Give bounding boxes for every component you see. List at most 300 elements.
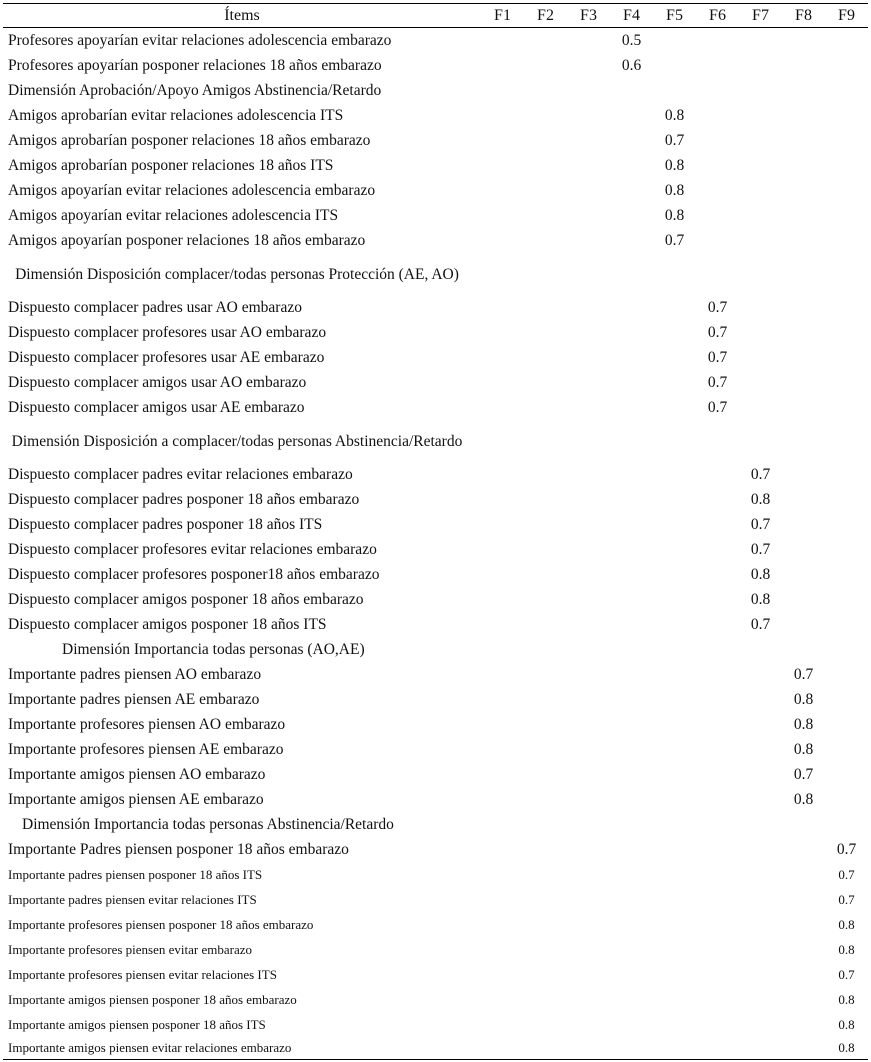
loading-f3 bbox=[567, 103, 610, 128]
loading-f8: 0.7 bbox=[793, 765, 814, 783]
loading-f8 bbox=[782, 912, 825, 937]
table-row bbox=[3, 512, 868, 537]
loading-f6: 0.7 bbox=[707, 298, 728, 316]
item-label: Dispuesto complacer amigos posponer 18 años ITS bbox=[8, 615, 327, 633]
loading-f8 bbox=[782, 937, 825, 962]
loading-f3 bbox=[567, 1037, 610, 1060]
loading-f5 bbox=[653, 28, 696, 54]
loading-f9 bbox=[825, 253, 868, 295]
loading-f8 bbox=[782, 537, 825, 562]
table-row bbox=[3, 295, 868, 320]
table-row bbox=[3, 887, 868, 912]
table-row bbox=[3, 737, 868, 762]
loading-f5 bbox=[653, 1037, 696, 1060]
loading-f5 bbox=[653, 537, 696, 562]
loading-f2 bbox=[524, 962, 567, 987]
loading-f6 bbox=[696, 737, 739, 762]
column-header-f9: F9 bbox=[825, 4, 868, 28]
dimension-label: Dimensión Aprobación/Apoyo Amigos Abstinencia/Retardo bbox=[8, 82, 382, 99]
loading-f9 bbox=[825, 737, 868, 762]
loading-f3 bbox=[567, 512, 610, 537]
loading-f1 bbox=[481, 537, 524, 562]
loading-f6: 0.7 bbox=[707, 373, 728, 391]
loading-f9 bbox=[825, 612, 868, 637]
loading-f7 bbox=[739, 787, 782, 812]
loading-f3 bbox=[567, 937, 610, 962]
loading-f2 bbox=[524, 228, 567, 253]
table-row bbox=[3, 320, 868, 345]
loading-f1 bbox=[481, 78, 524, 103]
table-row bbox=[3, 153, 868, 178]
loading-f6 bbox=[696, 512, 739, 537]
dimension-header-row bbox=[3, 420, 868, 462]
loading-f6 bbox=[696, 178, 739, 203]
loading-f7 bbox=[739, 228, 782, 253]
loading-f4 bbox=[610, 153, 653, 178]
item-label: Importante Padres piensen posponer 18 años embarazo bbox=[8, 840, 349, 858]
loading-f5: 0.8 bbox=[664, 106, 685, 124]
loading-f7 bbox=[739, 812, 782, 837]
loading-f6 bbox=[696, 787, 739, 812]
loading-f6 bbox=[696, 662, 739, 687]
loading-f9: 0.8 bbox=[838, 991, 855, 1007]
table-row bbox=[3, 787, 868, 812]
loading-f1 bbox=[481, 962, 524, 987]
table-row bbox=[3, 837, 868, 862]
loading-f8 bbox=[782, 78, 825, 103]
loading-f3 bbox=[567, 345, 610, 370]
loading-f9 bbox=[825, 320, 868, 345]
loading-f8 bbox=[782, 103, 825, 128]
item-label: Amigos aprobarían posponer relaciones 18 años embarazo bbox=[8, 131, 371, 149]
loading-f4 bbox=[610, 762, 653, 787]
loading-f6 bbox=[696, 587, 739, 612]
item-label: Importante profesores piensen evitar embarazo bbox=[8, 941, 253, 957]
loading-f8 bbox=[782, 887, 825, 912]
item-label: Profesores apoyarían posponer relaciones 18 años embarazo bbox=[8, 56, 382, 74]
loading-f6 bbox=[696, 887, 739, 912]
dimension-header-row bbox=[3, 78, 868, 103]
table-row bbox=[3, 228, 868, 253]
loading-f2 bbox=[524, 203, 567, 228]
loading-f4 bbox=[610, 1037, 653, 1060]
loading-f5 bbox=[653, 912, 696, 937]
loading-f7 bbox=[739, 253, 782, 295]
loading-f2 bbox=[524, 320, 567, 345]
table-row bbox=[3, 712, 868, 737]
loading-f5: 0.8 bbox=[664, 206, 685, 224]
loading-f4 bbox=[610, 562, 653, 587]
loading-f5 bbox=[653, 862, 696, 887]
loading-f9 bbox=[825, 787, 868, 812]
loading-f5 bbox=[653, 395, 696, 420]
loading-f7: 0.7 bbox=[750, 540, 771, 558]
loading-f5 bbox=[653, 1012, 696, 1037]
loading-f6 bbox=[696, 812, 739, 837]
loading-f3 bbox=[567, 178, 610, 203]
loading-f2 bbox=[524, 587, 567, 612]
loading-f3 bbox=[567, 228, 610, 253]
loading-f8 bbox=[782, 1012, 825, 1037]
loading-f3 bbox=[567, 887, 610, 912]
table-row bbox=[3, 762, 868, 787]
loading-f3 bbox=[567, 78, 610, 103]
loading-f4 bbox=[610, 862, 653, 887]
loading-f7 bbox=[739, 203, 782, 228]
loading-f3 bbox=[567, 737, 610, 762]
loading-f9 bbox=[825, 28, 868, 54]
loading-f6 bbox=[696, 203, 739, 228]
loading-f5 bbox=[653, 320, 696, 345]
header-row bbox=[3, 4, 868, 28]
item-label: Amigos apoyarían posponer relaciones 18 años embarazo bbox=[8, 231, 366, 249]
loading-f4 bbox=[610, 320, 653, 345]
loading-f5 bbox=[653, 837, 696, 862]
loading-f2 bbox=[524, 512, 567, 537]
loading-f7 bbox=[739, 103, 782, 128]
loading-f3 bbox=[567, 395, 610, 420]
loading-f1 bbox=[481, 153, 524, 178]
loading-f6 bbox=[696, 53, 739, 78]
loading-f5 bbox=[653, 462, 696, 487]
loading-f2 bbox=[524, 28, 567, 54]
loading-f6 bbox=[696, 762, 739, 787]
loading-f7 bbox=[739, 712, 782, 737]
loading-f5 bbox=[653, 253, 696, 295]
loading-f1 bbox=[481, 395, 524, 420]
loading-f9 bbox=[825, 762, 868, 787]
loading-f3 bbox=[567, 28, 610, 54]
loading-f6 bbox=[696, 537, 739, 562]
table-row bbox=[3, 537, 868, 562]
loading-f8 bbox=[782, 612, 825, 637]
loading-f3 bbox=[567, 862, 610, 887]
loading-f1 bbox=[481, 887, 524, 912]
table-row bbox=[3, 103, 868, 128]
loading-f8 bbox=[782, 512, 825, 537]
loading-f4 bbox=[610, 512, 653, 537]
table-row bbox=[3, 462, 868, 487]
loading-f7 bbox=[739, 637, 782, 662]
loading-f2 bbox=[524, 370, 567, 395]
loading-f2 bbox=[524, 345, 567, 370]
column-header-f8: F8 bbox=[782, 4, 825, 28]
loading-f4 bbox=[610, 295, 653, 320]
loading-f5 bbox=[653, 812, 696, 837]
loading-f9 bbox=[825, 587, 868, 612]
loading-f9: 0.7 bbox=[838, 866, 855, 882]
loading-f6 bbox=[696, 78, 739, 103]
loading-f8 bbox=[782, 837, 825, 862]
loading-f9 bbox=[825, 103, 868, 128]
loading-f2 bbox=[524, 53, 567, 78]
item-label: Dispuesto complacer profesores usar AO embarazo bbox=[8, 323, 327, 341]
loading-f7 bbox=[739, 762, 782, 787]
loading-f3 bbox=[567, 537, 610, 562]
loading-f7: 0.8 bbox=[750, 590, 771, 608]
loading-f5 bbox=[653, 612, 696, 637]
loading-f6 bbox=[696, 912, 739, 937]
loading-f1 bbox=[481, 912, 524, 937]
loading-f5 bbox=[653, 737, 696, 762]
table-row bbox=[3, 562, 868, 587]
loading-f9 bbox=[825, 462, 868, 487]
loading-f7 bbox=[739, 937, 782, 962]
loading-f5 bbox=[653, 295, 696, 320]
loading-f1 bbox=[481, 762, 524, 787]
loading-f4 bbox=[610, 103, 653, 128]
loading-f8 bbox=[782, 53, 825, 78]
item-label: Dispuesto complacer padres posponer 18 años ITS bbox=[8, 515, 323, 533]
loading-f2 bbox=[524, 295, 567, 320]
loading-f4 bbox=[610, 537, 653, 562]
loading-f2 bbox=[524, 487, 567, 512]
loading-f9 bbox=[825, 295, 868, 320]
loading-f1 bbox=[481, 812, 524, 837]
loading-f3 bbox=[567, 962, 610, 987]
table-row bbox=[3, 1012, 868, 1037]
loading-f6 bbox=[696, 687, 739, 712]
loading-f2 bbox=[524, 395, 567, 420]
loading-f4 bbox=[610, 462, 653, 487]
loading-f1 bbox=[481, 1037, 524, 1060]
loading-f8: 0.8 bbox=[793, 740, 814, 758]
loading-f5 bbox=[653, 487, 696, 512]
loading-f4 bbox=[610, 912, 653, 937]
loading-f6 bbox=[696, 837, 739, 862]
loading-f7: 0.7 bbox=[750, 615, 771, 633]
loading-f5 bbox=[653, 762, 696, 787]
item-label: Amigos apoyarían evitar relaciones adolescencia ITS bbox=[8, 206, 339, 224]
loading-f1 bbox=[481, 178, 524, 203]
loading-f1 bbox=[481, 420, 524, 462]
loading-f8 bbox=[782, 395, 825, 420]
item-label: Importante padres piensen posponer 18 años ITS bbox=[8, 866, 263, 882]
loading-f6 bbox=[696, 420, 739, 462]
item-label: Importante padres piensen AE embarazo bbox=[8, 690, 260, 708]
loading-f2 bbox=[524, 1012, 567, 1037]
loading-f1 bbox=[481, 687, 524, 712]
loading-f9: 0.8 bbox=[838, 916, 855, 932]
loading-f9: 0.8 bbox=[838, 941, 855, 957]
loading-f4 bbox=[610, 78, 653, 103]
loading-f9 bbox=[825, 395, 868, 420]
loading-f8 bbox=[782, 345, 825, 370]
loading-f6 bbox=[696, 987, 739, 1012]
loading-f1 bbox=[481, 587, 524, 612]
loading-f4 bbox=[610, 203, 653, 228]
loading-f3 bbox=[567, 612, 610, 637]
loading-f7 bbox=[739, 737, 782, 762]
loading-f1 bbox=[481, 295, 524, 320]
loading-f1 bbox=[481, 712, 524, 737]
loading-f9 bbox=[825, 812, 868, 837]
dimension-label: Dimensión Importancia todas personas (AO,AE) bbox=[62, 641, 365, 658]
loading-f7 bbox=[739, 370, 782, 395]
loading-f4 bbox=[610, 612, 653, 637]
loading-f6: 0.7 bbox=[707, 398, 728, 416]
table-body bbox=[3, 28, 868, 1060]
loading-f8 bbox=[782, 28, 825, 54]
loading-f1 bbox=[481, 512, 524, 537]
loading-f7 bbox=[739, 662, 782, 687]
item-label: Dispuesto complacer profesores evitar relaciones embarazo bbox=[8, 540, 377, 558]
loading-f4 bbox=[610, 178, 653, 203]
loading-f1 bbox=[481, 320, 524, 345]
loading-f8 bbox=[782, 637, 825, 662]
loading-f8 bbox=[782, 420, 825, 462]
loading-f9 bbox=[825, 687, 868, 712]
loading-f9 bbox=[825, 153, 868, 178]
loading-f2 bbox=[524, 253, 567, 295]
loading-f5: 0.8 bbox=[664, 156, 685, 174]
loading-f1 bbox=[481, 345, 524, 370]
loading-f5 bbox=[653, 420, 696, 462]
loading-f3 bbox=[567, 837, 610, 862]
loading-f8 bbox=[782, 203, 825, 228]
loading-f8 bbox=[782, 128, 825, 153]
loading-f8 bbox=[782, 962, 825, 987]
loading-f2 bbox=[524, 912, 567, 937]
loading-f5: 0.8 bbox=[664, 181, 685, 199]
table-row bbox=[3, 487, 868, 512]
column-header-f4: F4 bbox=[610, 4, 653, 28]
loading-f6 bbox=[696, 712, 739, 737]
loading-f7 bbox=[739, 320, 782, 345]
dimension-label: Dimensión Importancia todas personas Abstinencia/Retardo bbox=[22, 816, 394, 833]
table-row bbox=[3, 178, 868, 203]
loading-f1 bbox=[481, 370, 524, 395]
loading-f7 bbox=[739, 887, 782, 912]
loading-f9 bbox=[825, 78, 868, 103]
table-row bbox=[3, 28, 868, 54]
loading-f3 bbox=[567, 787, 610, 812]
loading-f8 bbox=[782, 370, 825, 395]
item-label: Dispuesto complacer padres posponer 18 años embarazo bbox=[8, 490, 360, 508]
loading-f4 bbox=[610, 687, 653, 712]
loading-f3 bbox=[567, 320, 610, 345]
loading-f8 bbox=[782, 862, 825, 887]
loading-f4: 0.6 bbox=[621, 56, 642, 74]
loading-f7 bbox=[739, 420, 782, 462]
loading-f3 bbox=[567, 762, 610, 787]
loading-f7 bbox=[739, 862, 782, 887]
loading-f3 bbox=[567, 662, 610, 687]
loading-f6: 0.7 bbox=[707, 348, 728, 366]
loading-f5 bbox=[653, 962, 696, 987]
loading-f4 bbox=[610, 787, 653, 812]
loading-f5 bbox=[653, 345, 696, 370]
dimension-label: Dimensión Disposición complacer/todas personas Protección (AE, AO) bbox=[15, 265, 459, 283]
table-row bbox=[3, 1037, 868, 1060]
loading-f1 bbox=[481, 862, 524, 887]
loading-f8 bbox=[782, 812, 825, 837]
loading-f1 bbox=[481, 128, 524, 153]
loading-f2 bbox=[524, 787, 567, 812]
loading-f4 bbox=[610, 937, 653, 962]
loading-f5: 0.7 bbox=[664, 231, 685, 249]
loading-f9 bbox=[825, 712, 868, 737]
loading-f5 bbox=[653, 687, 696, 712]
loading-f3 bbox=[567, 712, 610, 737]
loading-f6 bbox=[696, 103, 739, 128]
item-label: Importante amigos piensen AE embarazo bbox=[8, 790, 264, 808]
loading-f3 bbox=[567, 562, 610, 587]
loading-f1 bbox=[481, 28, 524, 54]
loading-f9 bbox=[825, 637, 868, 662]
column-header-f2: F2 bbox=[524, 4, 567, 28]
column-header-items: Ítems bbox=[3, 4, 481, 28]
dimension-label: Dimensión Disposición a complacer/todas personas Abstinencia/Retardo bbox=[11, 432, 463, 450]
loading-f3 bbox=[567, 53, 610, 78]
loading-f3 bbox=[567, 253, 610, 295]
loading-f3 bbox=[567, 153, 610, 178]
loading-f2 bbox=[524, 987, 567, 1012]
loading-f8 bbox=[782, 320, 825, 345]
loading-f4 bbox=[610, 487, 653, 512]
column-header-f7: F7 bbox=[739, 4, 782, 28]
loading-f2 bbox=[524, 537, 567, 562]
loading-f8: 0.8 bbox=[793, 790, 814, 808]
loading-f5 bbox=[653, 662, 696, 687]
item-label: Profesores apoyarían evitar relaciones adolescencia embarazo bbox=[8, 31, 392, 49]
loading-f4 bbox=[610, 370, 653, 395]
loading-f5 bbox=[653, 987, 696, 1012]
table-row bbox=[3, 662, 868, 687]
loading-f8 bbox=[782, 462, 825, 487]
loading-f2 bbox=[524, 687, 567, 712]
loading-f1 bbox=[481, 837, 524, 862]
loading-f8 bbox=[782, 178, 825, 203]
loading-f5 bbox=[653, 512, 696, 537]
loading-f3 bbox=[567, 203, 610, 228]
item-label: Amigos aprobarían posponer relaciones 18 años ITS bbox=[8, 156, 334, 174]
loading-f1 bbox=[481, 562, 524, 587]
loading-f9 bbox=[825, 178, 868, 203]
loading-f3 bbox=[567, 912, 610, 937]
loading-f3 bbox=[567, 462, 610, 487]
loading-f7: 0.7 bbox=[750, 515, 771, 533]
item-label: Dispuesto complacer amigos usar AO embarazo bbox=[8, 373, 307, 391]
table-row bbox=[3, 128, 868, 153]
loading-f7 bbox=[739, 345, 782, 370]
loading-f3 bbox=[567, 1012, 610, 1037]
loading-f8 bbox=[782, 487, 825, 512]
loading-f3 bbox=[567, 812, 610, 837]
loading-f9 bbox=[825, 128, 868, 153]
loading-f2 bbox=[524, 712, 567, 737]
loading-f3 bbox=[567, 987, 610, 1012]
loading-f2 bbox=[524, 812, 567, 837]
loading-f5 bbox=[653, 887, 696, 912]
loading-f8 bbox=[782, 253, 825, 295]
loading-f3 bbox=[567, 295, 610, 320]
loading-f7 bbox=[739, 687, 782, 712]
loading-f4 bbox=[610, 837, 653, 862]
loading-f9 bbox=[825, 512, 868, 537]
dimension-header-row bbox=[3, 812, 868, 837]
loading-f1 bbox=[481, 462, 524, 487]
loading-f1 bbox=[481, 228, 524, 253]
loading-f4 bbox=[610, 887, 653, 912]
loading-f6 bbox=[696, 487, 739, 512]
loading-f8: 0.7 bbox=[793, 665, 814, 683]
loading-f4 bbox=[610, 637, 653, 662]
loading-f4 bbox=[610, 662, 653, 687]
loading-f7 bbox=[739, 178, 782, 203]
loading-f9 bbox=[825, 537, 868, 562]
loading-f1 bbox=[481, 612, 524, 637]
